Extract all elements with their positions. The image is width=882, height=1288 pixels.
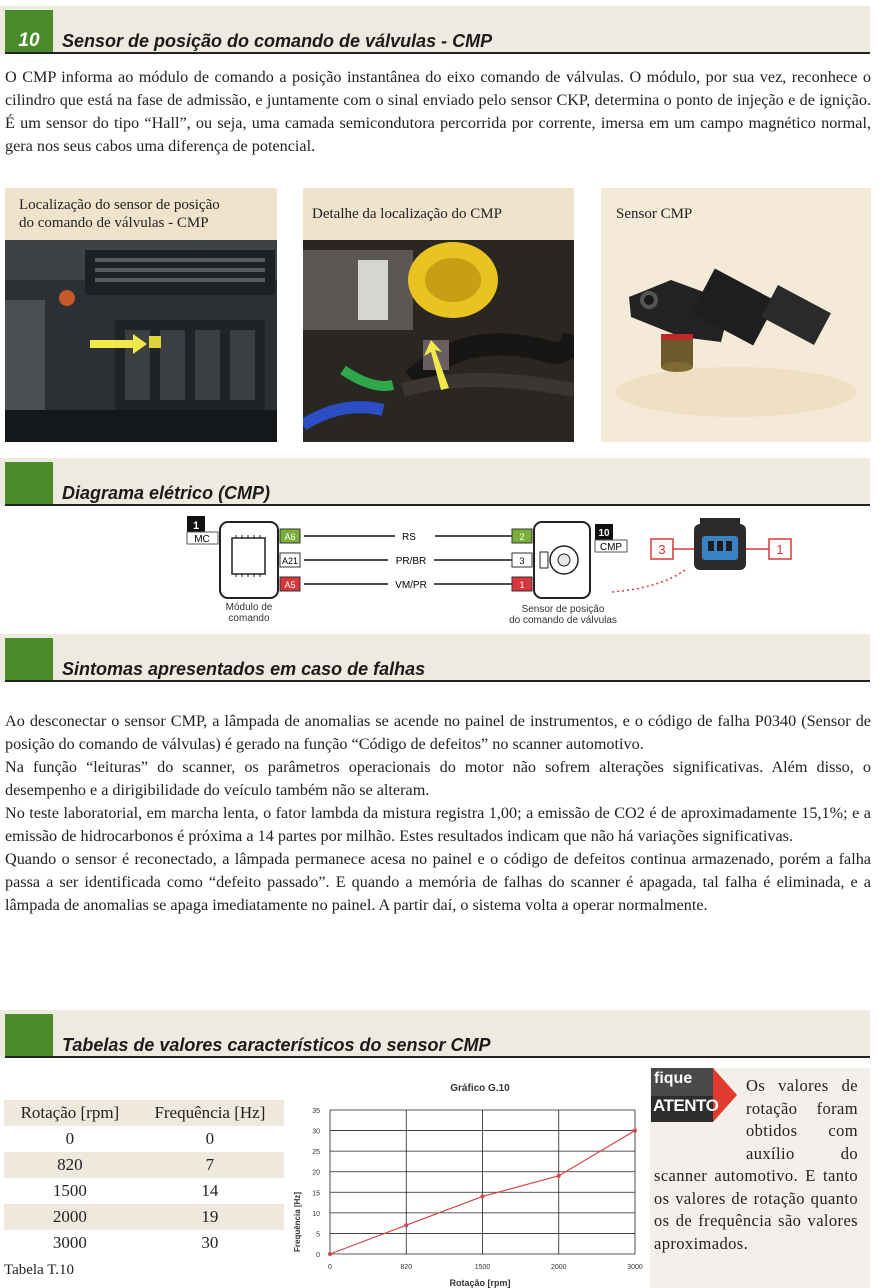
mc-pin-a21-label: A21	[281, 556, 299, 566]
engine-bay-photo	[5, 240, 277, 442]
table-cell: 0	[205, 1129, 215, 1148]
photo1-caption-line1: Localização do sensor de posição	[19, 197, 220, 213]
table-cell: 30	[201, 1233, 219, 1252]
table-header: Frequência [Hz]	[136, 1100, 284, 1126]
photo2-caption: Detalhe da localização do CMP	[312, 206, 502, 222]
section-rule	[5, 680, 870, 682]
table-header: Rotação [rpm]	[4, 1100, 136, 1126]
intro-paragraph	[5, 66, 871, 158]
table-row	[4, 1230, 284, 1256]
symptom-paragraph: Ao desconectar o sensor CMP, a lâmpada de anomalias se acende no painel de instrumentos, e o código de falha P0340 (Sensor de posição do comando de válvulas) é gerado na função “Código de defeitos” no scanner automotivo.	[5, 712, 871, 753]
connector-pin-1: 1	[776, 542, 784, 557]
chart-y-tick-label: 25	[312, 1149, 320, 1157]
sensor-pin-3-label: 3	[519, 556, 525, 566]
cmp-location-photo	[303, 240, 574, 442]
table-cell: 2000	[4, 1204, 136, 1230]
chart-x-tick-label: 2000	[550, 1264, 567, 1271]
section-title: Sensor de posição do comando de válvulas - CMP	[62, 31, 493, 51]
table-cell: 19	[136, 1204, 284, 1230]
section-header-cmp	[0, 6, 870, 54]
section-header-diagram	[0, 458, 870, 506]
table-row	[4, 1204, 284, 1230]
section-title: Sintomas apresentados em caso de falhas	[62, 659, 426, 679]
module-chip-icon	[232, 538, 265, 574]
table-row	[4, 1152, 284, 1178]
table-caption: Tabela T.10	[4, 1262, 75, 1278]
wire-vmpr-label: VM/PR	[395, 580, 427, 591]
section-rule	[5, 52, 870, 54]
module-caption-2: comando	[228, 613, 270, 624]
chart-title: Gráfico G.10	[450, 1083, 510, 1094]
badge-bottom-text: ATENTO	[653, 1096, 719, 1115]
sensor-caption-1: Sensor de posição	[521, 604, 605, 615]
callout-text: Os valores de rotação foram obtidos com auxílio do scanner automotivo. E tanto os valores de rotação quanto os de frequência são valores aproximados.	[654, 1076, 858, 1253]
photo3-panel	[601, 188, 871, 442]
intro-text: O CMP informa ao módulo de comando a posição instantânea do eixo comando de válvulas. O módulo, por sua vez, reconhece o cilindro que está na fase de admissão, e juntamente com o sinal enviado pelo sensor CKP, determina o ponto de injeção e de ignição. É um sensor do tipo “Hall”, ou seja, uma camada semicondutora percorrida por corrente, imersa em um campo magnético normal, gera nos seus cabos uma diferença de potencial.	[5, 68, 871, 155]
rpm-frequency-chart	[290, 1072, 645, 1288]
connector-pin-3: 3	[658, 542, 666, 557]
values-table	[4, 1100, 284, 1256]
chart-x-tick-label: 820	[400, 1264, 413, 1271]
callout-text-block	[654, 1075, 858, 1255]
chart-y-tick-label: 10	[312, 1210, 320, 1218]
symptom-paragraph: Quando o sensor é reconectado, a lâmpada permanece acesa no painel e o código de defeitos continua armazenado, porém a falha passa a ser identificada como “defeito passado”. E quando a memória de falhas do scanner é apagada, tal falha é eliminada, e a lâmpada de anomalias se apaga imediatamente no painel. A partir daí, o sistema volta a operar normalmente.	[5, 850, 871, 914]
chart-y-tick-label: 20	[312, 1169, 320, 1177]
table-cell: 1500	[52, 1181, 87, 1200]
chart-y-tick-label: 5	[316, 1231, 320, 1239]
sensor-caption-2: do comando de válvulas	[509, 615, 617, 626]
photo2-caption-box	[303, 188, 574, 240]
chart-y-tick-label: 0	[316, 1252, 320, 1259]
chart-data-point	[633, 1129, 637, 1133]
table-cell: 820	[4, 1152, 136, 1178]
photo1-caption-line2: do comando de válvulas - CMP	[19, 215, 209, 231]
sensor-pin-1-label: 1	[519, 580, 525, 590]
module-caption-1: Módulo de	[225, 602, 273, 613]
section-block	[5, 638, 53, 682]
chart-y-tick-label: 15	[312, 1190, 320, 1198]
symptom-paragraph: Na função “leituras” do scanner, os parâmetros operacionais do motor não sofrem alterações significativas. Além disso, o desempenho e a dirigibilidade do veículo também não se alteram.	[5, 758, 871, 799]
cmp-label: CMP	[599, 542, 623, 553]
table-cell: 14	[201, 1181, 219, 1200]
cmp-number: 10	[598, 528, 610, 539]
table-cell: 0	[65, 1129, 75, 1148]
cmp-location-image	[303, 240, 574, 442]
section-header-tables	[0, 1010, 870, 1058]
photo1-caption-box	[5, 188, 277, 240]
photo3-caption: Sensor CMP	[616, 206, 693, 222]
chart-data-point	[328, 1252, 332, 1256]
section-number: 10	[5, 10, 53, 54]
mc-pin-a5-label: A5	[284, 580, 296, 590]
chart-data-point	[557, 1174, 561, 1178]
mc-pin-a6-label: A6	[284, 532, 296, 542]
chart-y-tick-label: 30	[312, 1128, 320, 1136]
sensor-pin-2-label: 2	[519, 532, 525, 542]
section-title: Tabelas de valores característicos do sensor CMP	[62, 1035, 491, 1055]
wire-rs-label: RS	[402, 532, 416, 543]
section-block	[5, 462, 53, 506]
badge-top-text: fique	[654, 1070, 693, 1087]
chart-x-tick-label: 3000	[627, 1264, 643, 1271]
mc-label: MC	[194, 534, 210, 545]
chart-data-point	[481, 1194, 485, 1198]
chart-ylabel: Frequência [Hz]	[293, 1191, 302, 1253]
chart-x-tick-label: 0	[328, 1264, 332, 1271]
table-cell: 7	[136, 1152, 284, 1178]
mc-number: 1	[192, 520, 200, 532]
engine-bay-image	[5, 240, 277, 442]
chart-xlabel: Rotação [rpm]	[449, 1278, 511, 1288]
wire-prbr-label: PR/BR	[395, 556, 427, 567]
chart-x-tick-label: 1500	[474, 1264, 491, 1271]
table-cell: 3000	[52, 1233, 87, 1252]
table-row	[4, 1178, 284, 1204]
symptom-paragraph: No teste laboratorial, em marcha lenta, o fator lambda da mistura registra 1,00; a emissão de CO2 é de aproximadamente 15,1%; e a emissão de hidrocarbonos é próxima a 14 partes por milhão. Estes resultados indicam que não há variações significativas.	[5, 804, 871, 845]
chart-y-tick-label: 35	[312, 1108, 320, 1115]
section-block	[5, 1014, 53, 1058]
electrical-diagram	[0, 508, 882, 630]
callout-float-spacer	[654, 1075, 746, 1145]
connector-link	[612, 570, 685, 592]
section-header-symptoms	[0, 634, 870, 682]
section-rule	[5, 1056, 870, 1058]
table-row	[4, 1126, 284, 1152]
section-rule	[5, 504, 870, 506]
symptoms-text	[5, 710, 871, 917]
section-title: Diagrama elétrico (CMP)	[62, 483, 271, 503]
chart-data-point	[404, 1223, 408, 1227]
cmp-sensor-image	[601, 242, 871, 442]
